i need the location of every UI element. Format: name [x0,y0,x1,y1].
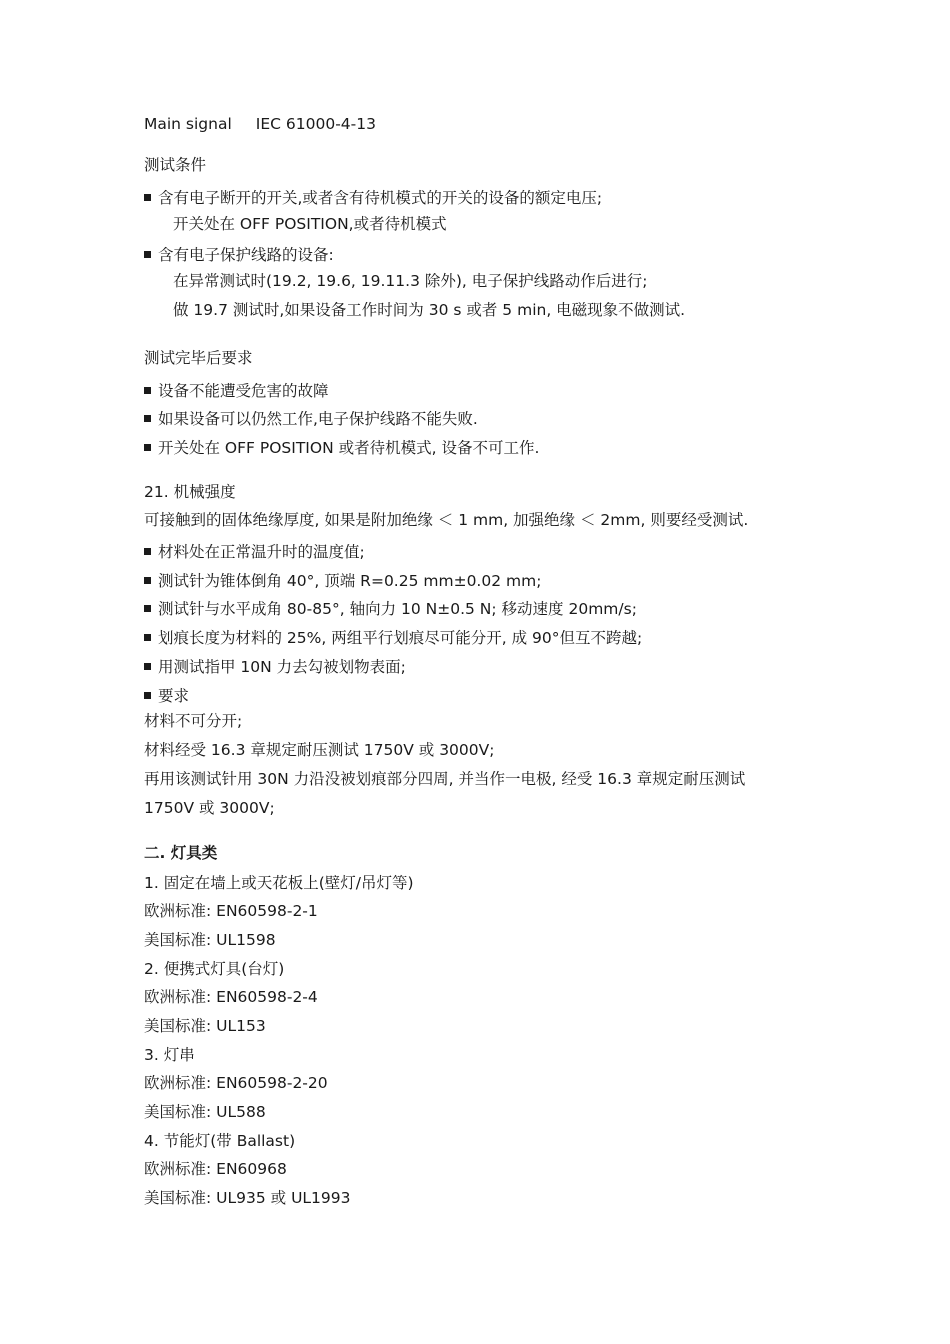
bullet-square-icon [144,577,151,584]
test-conditions-heading: 测试条件 [144,156,207,174]
mechanical-item: 测试针与水平成角 80-85°, 轴向力 10 N±0.5 N; 移动速度 20mm/s; [144,599,637,619]
after-test-heading: 测试完毕后要求 [144,349,253,367]
mechanical-item: 测试针为锥体倒角 40°, 顶端 R=0.25 mm±0.02 mm; [144,571,541,591]
lamp-eu-standard: 欧洲标准: EN60598-2-4 [144,988,318,1006]
requirement-item: 设备不能遭受危害的故障 [144,381,329,401]
lamp-us-standard: 美国标准: UL588 [144,1103,266,1121]
condition-item: 含有电子断开的开关,或者含有待机模式的开关的设备的额定电压; [144,188,602,208]
mechanical-requirement: 再用该测试针用 30N 力沿没被划痕部分四周, 并当作一电极, 经受 16.3 章规定耐压测试 [144,770,746,788]
lamp-category-title: 4. 节能灯(带 Ballast) [144,1132,296,1150]
lamp-category-title: 3. 灯串 [144,1046,195,1064]
lamp-category-title: 2. 便携式灯具(台灯) [144,960,285,978]
condition-subitem: 做 19.7 测试时,如果设备工作时间为 30 s 或者 5 min, 电磁现象不做测试. [173,301,686,319]
condition-item: 含有电子保护线路的设备: [144,245,334,265]
lamps-heading: 二. 灯具类 [144,844,218,862]
mechanical-item: 用测试指甲 10N 力去勾被划物表面; [144,657,406,677]
condition-subitem: 在异常测试时(19.2, 19.6, 19.11.3 除外), 电子保护线路动作后进行; [173,272,648,290]
main-signal-standard: IEC 61000-4-13 [255,115,376,133]
lamp-eu-standard: 欧洲标准: EN60598-2-1 [144,902,318,920]
condition-subitem: 开关处在 OFF POSITION,或者待机模式 [173,215,447,233]
bullet-square-icon [144,415,151,422]
bullet-square-icon [144,251,151,258]
mechanical-heading: 21. 机械强度 [144,483,236,501]
lamp-category-title: 1. 固定在墙上或天花板上(壁灯/吊灯等) [144,874,414,892]
lamp-us-standard: 美国标准: UL935 或 UL1993 [144,1189,351,1207]
main-signal-line [144,114,376,134]
bullet-square-icon [144,194,151,201]
bullet-square-icon [144,605,151,612]
main-signal-label: Main signal [144,115,232,133]
lamp-eu-standard: 欧洲标准: EN60968 [144,1160,287,1178]
bullet-square-icon [144,634,151,641]
lamp-eu-standard: 欧洲标准: EN60598-2-20 [144,1074,328,1092]
mechanical-requirement: 材料不可分开; [144,712,243,730]
bullet-square-icon [144,692,151,699]
bullet-square-icon [144,548,151,555]
bullet-square-icon [144,444,151,451]
mechanical-intro: 可接触到的固体绝缘厚度, 如果是附加绝缘 ＜ 1 mm, 加强绝缘 ＜ 2mm, 则要经受测试. [144,511,749,529]
mechanical-requirement: 材料经受 16.3 章规定耐压测试 1750V 或 3000V; [144,741,495,759]
mechanical-requirement: 1750V 或 3000V; [144,799,275,817]
bullet-square-icon [144,387,151,394]
mechanical-item: 材料处在正常温升时的温度值; [144,542,365,562]
lamp-us-standard: 美国标准: UL1598 [144,931,276,949]
lamp-us-standard: 美国标准: UL153 [144,1017,266,1035]
mechanical-item: 要求 [144,686,189,706]
mechanical-item: 划痕长度为材料的 25%, 两组平行划痕尽可能分开, 成 90°但互不跨越; [144,628,642,648]
requirement-item: 如果设备可以仍然工作,电子保护线路不能失败. [144,409,478,429]
bullet-square-icon [144,663,151,670]
requirement-item: 开关处在 OFF POSITION 或者待机模式, 设备不可工作. [144,438,539,458]
